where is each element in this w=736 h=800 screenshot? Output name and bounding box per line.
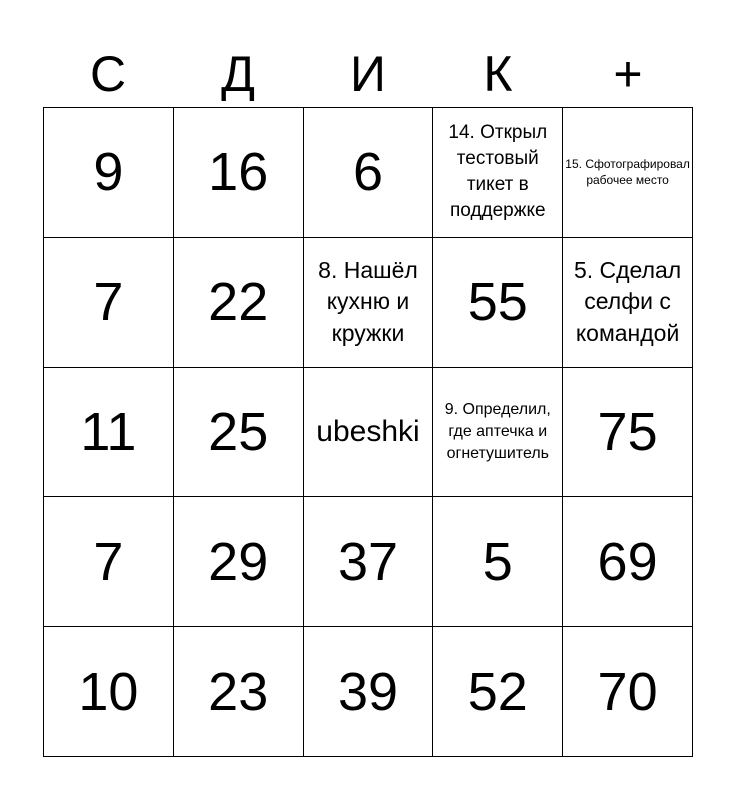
bingo-cell-r2-c2[interactable]: 22 [174, 238, 304, 368]
column-header-4: К [483, 46, 513, 102]
bingo-cell-r3-c1[interactable]: 11 [44, 368, 174, 498]
bingo-cell-r1-c3[interactable]: 6 [304, 108, 434, 238]
bingo-cell-r2-c1[interactable]: 7 [44, 238, 174, 368]
bingo-cell-r3-c5[interactable]: 75 [563, 368, 693, 498]
bingo-cell-r4-c2[interactable]: 29 [174, 497, 304, 627]
bingo-cell-r3-c4[interactable]: 9. Определил, где аптечка и огнетушитель [433, 368, 563, 498]
bingo-cell-r1-c2[interactable]: 16 [174, 108, 304, 238]
bingo-cell-r1-c4[interactable]: 14. Открыл тестовый тикет в поддержке [433, 108, 563, 238]
bingo-cell-r3-c3[interactable]: ubeshki [304, 368, 434, 498]
column-header-5: + [613, 46, 643, 102]
bingo-cell-r5-c5[interactable]: 70 [563, 627, 693, 757]
bingo-cell-r4-c4[interactable]: 5 [433, 497, 563, 627]
bingo-cell-r5-c4[interactable]: 52 [433, 627, 563, 757]
bingo-cell-r3-c2[interactable]: 25 [174, 368, 304, 498]
bingo-cell-r5-c1[interactable]: 10 [44, 627, 174, 757]
bingo-cell-r2-c5[interactable]: 5. Сделал селфи с командой [563, 238, 693, 368]
bingo-board [43, 107, 693, 757]
bingo-cell-r5-c3[interactable]: 39 [304, 627, 434, 757]
bingo-cell-r5-c2[interactable]: 23 [174, 627, 304, 757]
column-header-2: Д [221, 46, 255, 102]
bingo-header-row [43, 40, 693, 108]
bingo-cell-r4-c3[interactable]: 37 [304, 497, 434, 627]
bingo-cell-r1-c1[interactable]: 9 [44, 108, 174, 238]
column-header-1: С [89, 46, 127, 102]
bingo-cell-r4-c5[interactable]: 69 [563, 497, 693, 627]
column-header-3: И [350, 46, 386, 102]
bingo-cell-r2-c4[interactable]: 55 [433, 238, 563, 368]
bingo-cell-r4-c1[interactable]: 7 [44, 497, 174, 627]
bingo-cell-r2-c3[interactable]: 8. Нашёл кухню и кружки [304, 238, 434, 368]
bingo-cell-r1-c5[interactable]: 15. Сфотографировал рабочее место [563, 108, 693, 238]
